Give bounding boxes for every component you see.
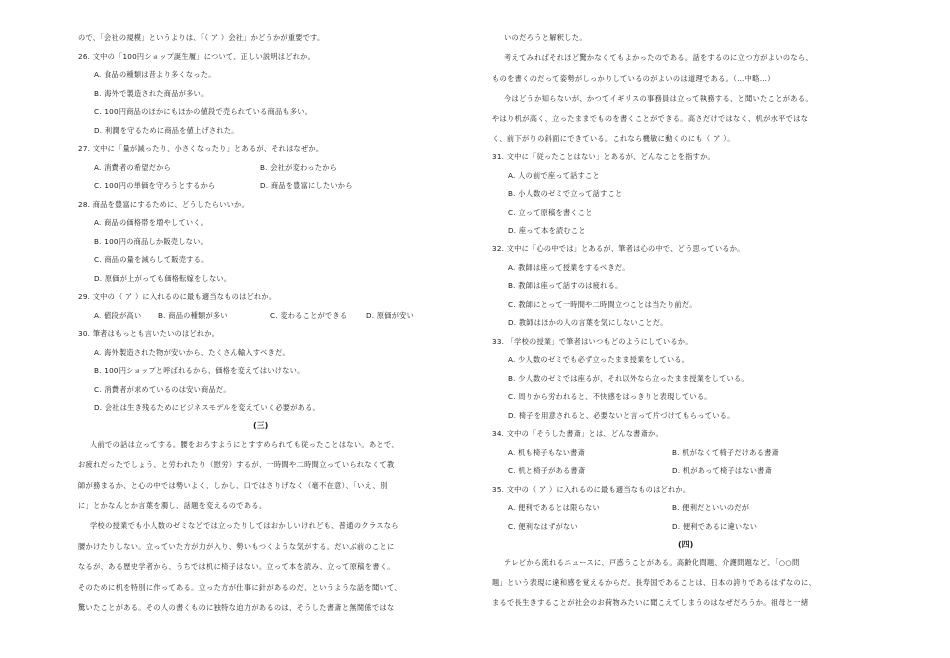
passage4-line-3: まるで長生きすることが社会のお荷物みたいに聞こえてしまうのはなぜだろうか。祖母と一緒 [492,598,809,607]
q29-option-d: D. 原価が安い [366,311,415,320]
q34-stem: 34. 文中の「そうした書斎」とは、どんな書斎か。 [492,429,663,438]
passage4-line-1: テレビから流れるニュースに、戸惑うことがある。高齢化問題、介護問題など、「○○問 [504,558,800,567]
passage3-cont-line-5: やはり机が高く、立ったままでものを書くことができる。高さだけではなく、机が水平ではな [492,114,809,123]
q30-stem: 30. 筆者はもっとも言いたいのはどれか。 [78,329,220,338]
passage3-cont-line-3: ものを書くのだって姿勢がしっかりしているのがよいのは道理である。（…中略…） [492,74,775,83]
q35-option-c: C. 便利なはずがない [508,522,578,531]
q32-option-c: C. 教師にとって一時間や二時間立つことは当たり前だ。 [508,300,697,309]
section-4-heading: (四) [678,540,694,549]
passage3-cont-line-6: く、前下がりの斜面にできている。これなら機敏に動くのにも（ ア ）。 [492,134,735,143]
q35-option-a: A. 便利であるとは限らない [508,503,600,512]
passage3-line-1: 人前での話は立ってする。腰をおろすようにとすすめられても従ったことはない。あとで、 [90,440,399,449]
q29-option-b: B. 商品の種類が多い [158,311,228,320]
q28-stem: 28. 商品を豊富にするために、どうしたらいいか。 [78,200,249,209]
q35-option-b: B. 便利だといいのだが [672,503,750,512]
q31-option-a: A. 人の前で座って話すこと [508,171,600,180]
q27-option-d: D. 商品を豊富にしたいから [260,181,353,190]
q26-option-a: A. 食品の種類は昔より多くなった。 [94,70,216,79]
q28-option-b: B. 100円の商品しか販売しない。 [94,237,208,246]
passage3-cont-line-4: 今はどうか知らないが、かつてイギリスの事務員は立って執務する、と聞いたことがある。 [504,94,813,103]
q32-option-d: D. 教師はほかの人の言葉を気にしないことだ。 [508,318,668,327]
q35-stem: 35. 文中の（ ア ）に入れるのに最も適当なものはどれか。 [492,485,691,494]
q30-option-b: B. 100円ショップと呼ばれるから、価格を変えてはいけない。 [94,366,305,375]
q31-option-d: D. 座って本を読むこと [508,226,586,235]
passage4-line-2: 題」という表現に違和感を覚えるからだ。長寿国であることは、日本の誇りであるはずなのに、 [492,578,817,587]
q33-stem: 33. 「学校の授業」で筆者はいつもどのようにしているか。 [492,337,693,346]
q29-stem: 29. 文中の（ ア ）に入れるのに最も適当なものはどれか。 [78,292,277,301]
q30-option-a: A. 海外製造された物が安いから、たくさん輸入すべきだ。 [94,348,290,357]
passage3-line-4: に」とかなんとか言葉を濁し、話題を変えるのである。 [78,501,267,510]
q33-option-d: D. 椅子を用意されると、必要ないと言って片づけてもらっている。 [508,411,735,420]
q27-option-c: C. 100円の単価を守ろうとするから [94,181,216,190]
q27-option-b: B. 会社が変わったから [260,163,338,172]
q27-option-a: A. 消費者の希望だから [94,163,172,172]
q29-option-c: C. 変わることができる [270,311,348,320]
q29-option-a: A. 値段が高い [94,311,142,320]
q31-option-c: C. 立って原稿を書くこと [508,208,593,217]
q34-option-b: B. 机がなくて椅子だけある書斎 [672,448,779,457]
passage3-line-8: そのために机を特別に作ってある。立った方が仕事に針があるのだ、というような話を聞いて、 [78,583,402,592]
q30-option-c: C. 消費者が求めているのは安い商品だ。 [94,385,231,394]
q26-stem: 26. 文中の「100円ショップ誕生履」について、正しい説明はどれか。 [78,52,316,61]
passage3-line-6: 腰かけたりしない。立っていた方が力が入り、勢いもつくような気がする。だいぶ前のことに [78,542,395,551]
q28-option-a: A. 商品の価格帯を増やしていく。 [94,218,209,227]
q26-option-c: C. 100円商品のほかにもほかの値段で売られている商品も多い。 [94,107,313,116]
q33-option-c: C. 周りから労われると、不快感をはっきりと表現している。 [508,392,712,401]
q35-option-d: D. 便利であるに違いない [672,522,758,531]
q30-option-d: D. 会社は生き残るためにビジネスモデルを変えていく必要がある。 [94,403,320,412]
passage3-line-5: 学校の授業でも小人数のゼミなどでは立ったりしてはおかしいけれども、普通のクラスなら [90,521,399,530]
q28-option-d: D. 原価が上がっても価格転嫁をしない。 [94,274,232,283]
passage3-line-7: なるが、ある歴史学者から、うちでは机に椅子はない。立って本を読み、立って原稿を書く。 [78,562,395,571]
q28-option-c: C. 商品の量を減らして販売する。 [94,255,209,264]
q33-option-a: A. 少人数のゼミでも必ず立ったまま授業をしている。 [508,355,690,364]
q27-stem: 27. 文中に「量が減ったり、小さくなったり」とあるが、それはなぜか。 [78,144,324,153]
q34-option-c: C. 机と椅子がある書斎 [508,466,586,475]
passage3-line-2: お疲れだったでしょう、と労われたり（慰労）するが、一時間や二時間立っていられなくて教 [78,460,395,469]
passage3-cont-line-1: いのだろうと解釈した。 [504,33,587,42]
q33-option-b: B. 少人数のゼミでは座るが、それ以外なら立ったまま授業をしている。 [508,374,749,383]
q26-option-d: D. 利潤を守るために商品を値上げされた。 [94,126,239,135]
q26-option-b: B. 海外で製造された商品が多い。 [94,89,209,98]
intro-line: ので、「会社の規模」というよりは、「（ ア ）会社」かどうかが重要です。 [78,33,325,42]
q31-stem: 31. 文中に「従ったことはない」とあるが、どんなことを指すか。 [492,152,715,161]
passage3-line-3: 師が務まるか、と心の中では勢いよく、しかし、口ではさりげなく（毫不在意）、「いえ、別 [78,481,388,490]
q32-stem: 32. 文中に「心の中では」とあるが、筆者は心の中で、どう思っているか。 [492,244,745,253]
passage3-cont-line-2: 考えてみればそれほど驚かなくてもよかったのである。話をするのに立つ方がよいのなら、 [504,53,814,62]
q32-option-b: B. 教師は座って話すのは疲れる。 [508,281,623,290]
passage3-line-9: 驚いたことがある。その人の書くものに独特な迫力があるのは、そうした書斎と無関係ではな [78,603,395,612]
q34-option-d: D. 机があって椅子はない書斎 [672,466,773,475]
q32-option-a: A. 教師は座って授業をするべきだ。 [508,263,630,272]
section-3-heading: (三) [253,421,269,430]
q31-option-b: B. 小人数のゼミで立って話すこと [508,189,623,198]
q34-option-a: A. 机も椅子もない書斎 [508,448,586,457]
